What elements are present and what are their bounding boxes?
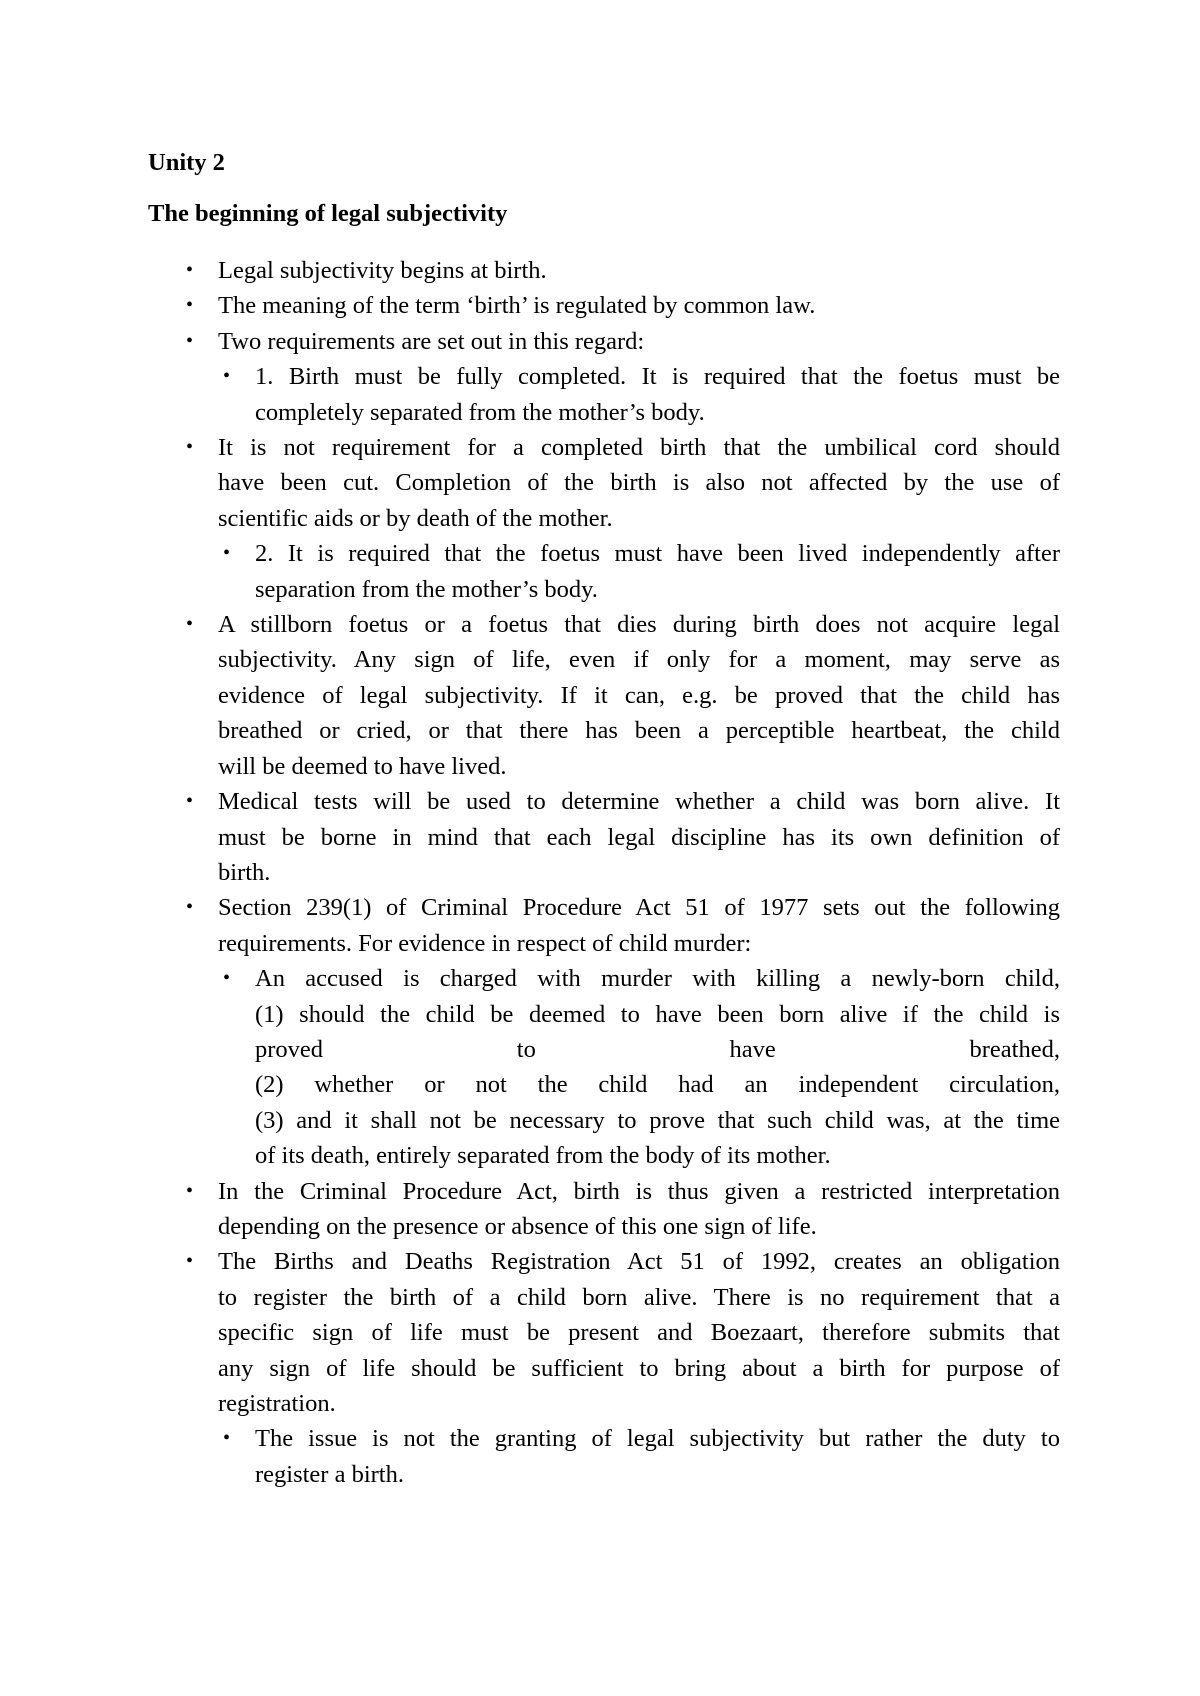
bullet-icon: [186, 607, 193, 642]
bullet-icon: [186, 1174, 193, 1209]
bullet-icon: [186, 288, 193, 323]
text-line: must be borne in mind that each legal discipline has its own definition of: [218, 823, 1060, 851]
text-line: requirements. For evidence in respect of child murder:: [218, 929, 752, 957]
text-line: any sign of life should be sufficient to bring about a birth for purpose of: [218, 1354, 1060, 1382]
bullet-icon: [186, 324, 193, 359]
text-line: evidence of legal subjectivity. If it can, e.g. be proved that the child has: [218, 681, 1060, 709]
text-line: birth.: [218, 858, 271, 886]
document-title: Unity 2: [148, 149, 225, 176]
text-line: proved to have breathed,: [255, 1035, 1060, 1063]
text-line: register a birth.: [255, 1460, 404, 1488]
sub-bullet-item: [0, 1421, 1060, 1492]
text-line: depending on the presence or absence of this one sign of life.: [218, 1212, 817, 1240]
text-line: An accused is charged with murder with killing a newly-born child,: [255, 965, 1060, 993]
sub-bullet-item: [0, 961, 1060, 1173]
bullet-icon: [186, 1244, 193, 1279]
bullet-item: [0, 324, 1060, 359]
bullet-icon: [223, 536, 230, 571]
text-line: 2. It is required that the foetus must have been lived independently after: [255, 540, 1060, 568]
text-line: breathed or cried, or that there has been a perceptible heartbeat, the child: [218, 717, 1060, 745]
bullet-icon: [186, 430, 193, 465]
text-line: scientific aids or by death of the mother.: [218, 504, 613, 532]
bullet-icon: [186, 784, 193, 819]
bullet-item: [0, 430, 1060, 536]
text-line: In the Criminal Procedure Act, birth is thus given a restricted interpretation: [218, 1177, 1060, 1205]
bullet-icon: [186, 253, 193, 288]
text-line: completely separated from the mother’s body.: [255, 398, 705, 426]
text-line: A stillborn foetus or a foetus that dies during birth does not acquire legal: [218, 611, 1060, 639]
text-line: Legal subjectivity begins at birth.: [218, 257, 547, 284]
text-line: have been cut. Completion of the birth is also not affected by the use of: [218, 469, 1060, 497]
bullet-icon: [223, 1421, 230, 1456]
text-line: will be deemed to have lived.: [218, 752, 507, 780]
bullet-item: [0, 890, 1060, 961]
text-line: Two requirements are set out in this regard:: [218, 327, 645, 355]
bullet-item: [0, 253, 1060, 288]
text-line: (3) and it shall not be necessary to prove that such child was, at the time: [255, 1106, 1060, 1134]
text-line: specific sign of life must be present and Boezaart, therefore submits that: [218, 1319, 1060, 1347]
bullet-item: [0, 1244, 1060, 1421]
text-line: to register the birth of a child born alive. There is no requirement that a: [218, 1283, 1060, 1311]
sub-bullet-item: [0, 359, 1060, 430]
text-line: (1) should the child be deemed to have been born alive if the child is: [255, 1000, 1060, 1028]
text-line: Medical tests will be used to determine whether a child was born alive. It: [218, 788, 1060, 816]
bullet-item: [0, 288, 1060, 323]
text-line: 1. Birth must be fully completed. It is required that the foetus must be: [255, 363, 1060, 391]
bullet-item: [0, 784, 1060, 890]
text-line: of its death, entirely separated from the body of its mother.: [255, 1142, 831, 1170]
text-line: The meaning of the term ‘birth’ is regulated by common law.: [218, 292, 816, 320]
sub-bullet-item: [0, 536, 1060, 607]
bullet-list: [0, 253, 1200, 1492]
bullet-item: [0, 607, 1060, 784]
bullet-item: [0, 1174, 1060, 1245]
bullet-icon: [223, 961, 230, 996]
text-line: It is not requirement for a completed birth that the umbilical cord should: [218, 434, 1060, 462]
bullet-icon: [186, 890, 193, 925]
bullet-icon: [223, 359, 230, 394]
text-line: separation from the mother’s body.: [255, 575, 598, 603]
text-line: (2) whether or not the child had an independent circulation,: [255, 1071, 1060, 1099]
text-line: subjectivity. Any sign of life, even if only for a moment, may serve as: [218, 646, 1060, 674]
text-line: The issue is not the granting of legal subjectivity but rather the duty to: [255, 1425, 1060, 1453]
document-subtitle: The beginning of legal subjectivity: [148, 200, 508, 227]
text-line: registration.: [218, 1390, 336, 1417]
text-line: Section 239(1) of Criminal Procedure Act 51 of 1977 sets out the following: [218, 894, 1060, 922]
text-line: The Births and Deaths Registration Act 51 of 1992, creates an obligation: [218, 1248, 1060, 1276]
